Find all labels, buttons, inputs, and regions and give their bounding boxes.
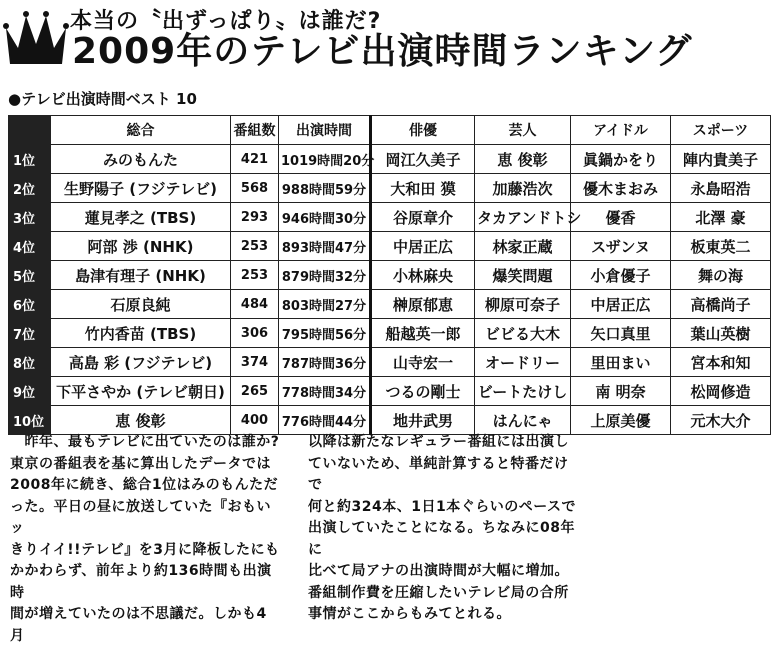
- article-column-left: [10, 432, 280, 647]
- table-row: [9, 406, 771, 435]
- article-header: [0, 0, 775, 84]
- sports-cell: 板東英二: [671, 232, 771, 261]
- overall-name-cell: 阿部 渉 (NHK): [51, 232, 231, 261]
- actor-cell: 大和田 獏: [371, 174, 475, 203]
- rank-cell: 8位: [9, 348, 51, 377]
- program-count-cell: 253: [231, 232, 279, 261]
- rank-cell: 6位: [9, 290, 51, 319]
- article-line: 比べて局アナの出演時間が大幅に増加。: [308, 563, 569, 579]
- actor-cell: 岡江久美子: [371, 145, 475, 174]
- idol-cell: 眞鍋かをり: [571, 145, 671, 174]
- crown-icon: [4, 8, 68, 66]
- appearance-time-cell: 776時間44分: [279, 406, 371, 435]
- article-line: 2008年に続き、総合1位はみのもんただ: [10, 477, 279, 493]
- table-row: [9, 348, 771, 377]
- overall-name-cell: 蓮見孝之 (TBS): [51, 203, 231, 232]
- appearance-time-cell: 778時間34分: [279, 377, 371, 406]
- idol-cell: 中居正広: [571, 290, 671, 319]
- sports-cell: 高橋尚子: [671, 290, 771, 319]
- article-line: 東京の番組表を基に算出したデータでは: [10, 455, 271, 472]
- table-caption: ●テレビ出演時間ベスト 10: [8, 90, 197, 108]
- actor-cell: 地井武男: [371, 406, 475, 435]
- header-blank: [9, 116, 51, 145]
- table-row: [9, 174, 771, 203]
- actor-cell: 中居正広: [371, 232, 475, 261]
- program-count-cell: 253: [231, 261, 279, 290]
- comedian-cell: タカアンドトシ: [475, 203, 571, 232]
- table-row: [9, 203, 771, 232]
- program-count-cell: 400: [231, 406, 279, 435]
- program-count-cell: 484: [231, 290, 279, 319]
- program-count-cell: 568: [231, 174, 279, 203]
- comedian-cell: 爆笑問題: [475, 261, 571, 290]
- appearance-time-cell: 795時間56分: [279, 319, 371, 348]
- rank-cell: 1位: [9, 145, 51, 174]
- article-line: 出演していたことになる。ちなみに08年に: [308, 520, 575, 558]
- article-line: きりイイ!!テレビ』を3月に降板したにも: [10, 541, 280, 558]
- rank-cell: 4位: [9, 232, 51, 261]
- header-sports: スポーツ: [671, 116, 771, 145]
- appearance-time-cell: 803時間27分: [279, 290, 371, 319]
- overall-name-cell: 恵 俊彰: [51, 406, 231, 435]
- appearance-time-cell: 1019時間20分: [279, 145, 371, 174]
- sports-cell: 葉山英樹: [671, 319, 771, 348]
- article-line: 以降は新たなレギュラー番組には出演し: [308, 434, 569, 450]
- comedian-cell: はんにゃ: [475, 406, 571, 435]
- header-programs: 番組数: [231, 116, 279, 145]
- comedian-cell: 恵 俊彰: [475, 145, 571, 174]
- comedian-cell: 加藤浩次: [475, 174, 571, 203]
- overall-name-cell: 下平さやか (テレビ朝日): [51, 377, 231, 406]
- sports-cell: 舞の海: [671, 261, 771, 290]
- article-line: ていないため、単純計算すると特番だけで: [308, 455, 569, 493]
- header-actor: 俳優: [371, 116, 475, 145]
- idol-cell: 優木まおみ: [571, 174, 671, 203]
- idol-cell: 南 明奈: [571, 377, 671, 406]
- article-column-right: [308, 432, 578, 626]
- header-overall: 総合: [51, 116, 231, 145]
- appearance-time-cell: 879時間32分: [279, 261, 371, 290]
- header-time: 出演時間: [279, 116, 371, 145]
- table-header: [9, 116, 771, 145]
- article-line: 事情がここからもみてとれる。: [308, 606, 511, 622]
- table-row: [9, 145, 771, 174]
- sports-cell: 永島昭浩: [671, 174, 771, 203]
- actor-cell: 榊原郁恵: [371, 290, 475, 319]
- table-row: [9, 377, 771, 406]
- appearance-time-cell: 787時間36分: [279, 348, 371, 377]
- sports-cell: 宮本和知: [671, 348, 771, 377]
- idol-cell: 里田まい: [571, 348, 671, 377]
- overall-name-cell: 生野陽子 (フジテレビ): [51, 174, 231, 203]
- rank-cell: 10位: [9, 406, 51, 435]
- comedian-cell: ビートたけし: [475, 377, 571, 406]
- sports-cell: 松岡修造: [671, 377, 771, 406]
- article-line: 番組制作費を圧縮したいテレビ局の合所: [308, 584, 569, 601]
- table-body: [9, 145, 771, 435]
- article-line: かかわらず、前年より約136時間も出演時: [10, 563, 272, 601]
- rank-cell: 2位: [9, 174, 51, 203]
- table-row: [9, 232, 771, 261]
- ranking-table: [8, 115, 771, 435]
- overall-name-cell: みのもんた: [51, 145, 231, 174]
- appearance-time-cell: 988時間59分: [279, 174, 371, 203]
- article-line: 昨年、最もテレビに出ていたのは誰か?: [10, 434, 280, 450]
- overall-name-cell: 石原良純: [51, 290, 231, 319]
- program-count-cell: 306: [231, 319, 279, 348]
- program-count-cell: 374: [231, 348, 279, 377]
- program-count-cell: 293: [231, 203, 279, 232]
- overall-name-cell: 竹内香苗 (TBS): [51, 319, 231, 348]
- article-line: 間が増えていたのは不思議だ。しかも4月: [10, 606, 267, 644]
- idol-cell: 優香: [571, 203, 671, 232]
- comedian-cell: オードリー: [475, 348, 571, 377]
- page-title: 2009年のテレビ出演時間ランキング: [72, 31, 693, 72]
- article-line: 何と約324本、1日1本ぐらいのペースで: [308, 498, 577, 515]
- actor-cell: 谷原章介: [371, 203, 475, 232]
- header-comedian: 芸人: [475, 116, 571, 145]
- actor-cell: 船越英一郎: [371, 319, 475, 348]
- actor-cell: つるの剛士: [371, 377, 475, 406]
- table-row: [9, 290, 771, 319]
- table-row: [9, 261, 771, 290]
- header-idol: アイドル: [571, 116, 671, 145]
- idol-cell: 小倉優子: [571, 261, 671, 290]
- actor-cell: 小林麻央: [371, 261, 475, 290]
- comedian-cell: 林家正蔵: [475, 232, 571, 261]
- idol-cell: 矢口真里: [571, 319, 671, 348]
- rank-cell: 7位: [9, 319, 51, 348]
- idol-cell: スザンヌ: [571, 232, 671, 261]
- article-line: った。平日の昼に放送していた『おもいッ: [10, 498, 271, 536]
- sports-cell: 元木大介: [671, 406, 771, 435]
- overall-name-cell: 高島 彩 (フジテレビ): [51, 348, 231, 377]
- idol-cell: 上原美優: [571, 406, 671, 435]
- program-count-cell: 421: [231, 145, 279, 174]
- actor-cell: 山寺宏一: [371, 348, 475, 377]
- comedian-cell: 柳原可奈子: [475, 290, 571, 319]
- table-row: [9, 319, 771, 348]
- appearance-time-cell: 893時間47分: [279, 232, 371, 261]
- rank-cell: 9位: [9, 377, 51, 406]
- program-count-cell: 265: [231, 377, 279, 406]
- rank-cell: 3位: [9, 203, 51, 232]
- kicker-text: 本当の〝出ずっぱり〟は誰だ?: [70, 9, 382, 34]
- sports-cell: 陣内貴美子: [671, 145, 771, 174]
- sports-cell: 北澤 豪: [671, 203, 771, 232]
- overall-name-cell: 島津有理子 (NHK): [51, 261, 231, 290]
- rank-cell: 5位: [9, 261, 51, 290]
- appearance-time-cell: 946時間30分: [279, 203, 371, 232]
- comedian-cell: ビビる大木: [475, 319, 571, 348]
